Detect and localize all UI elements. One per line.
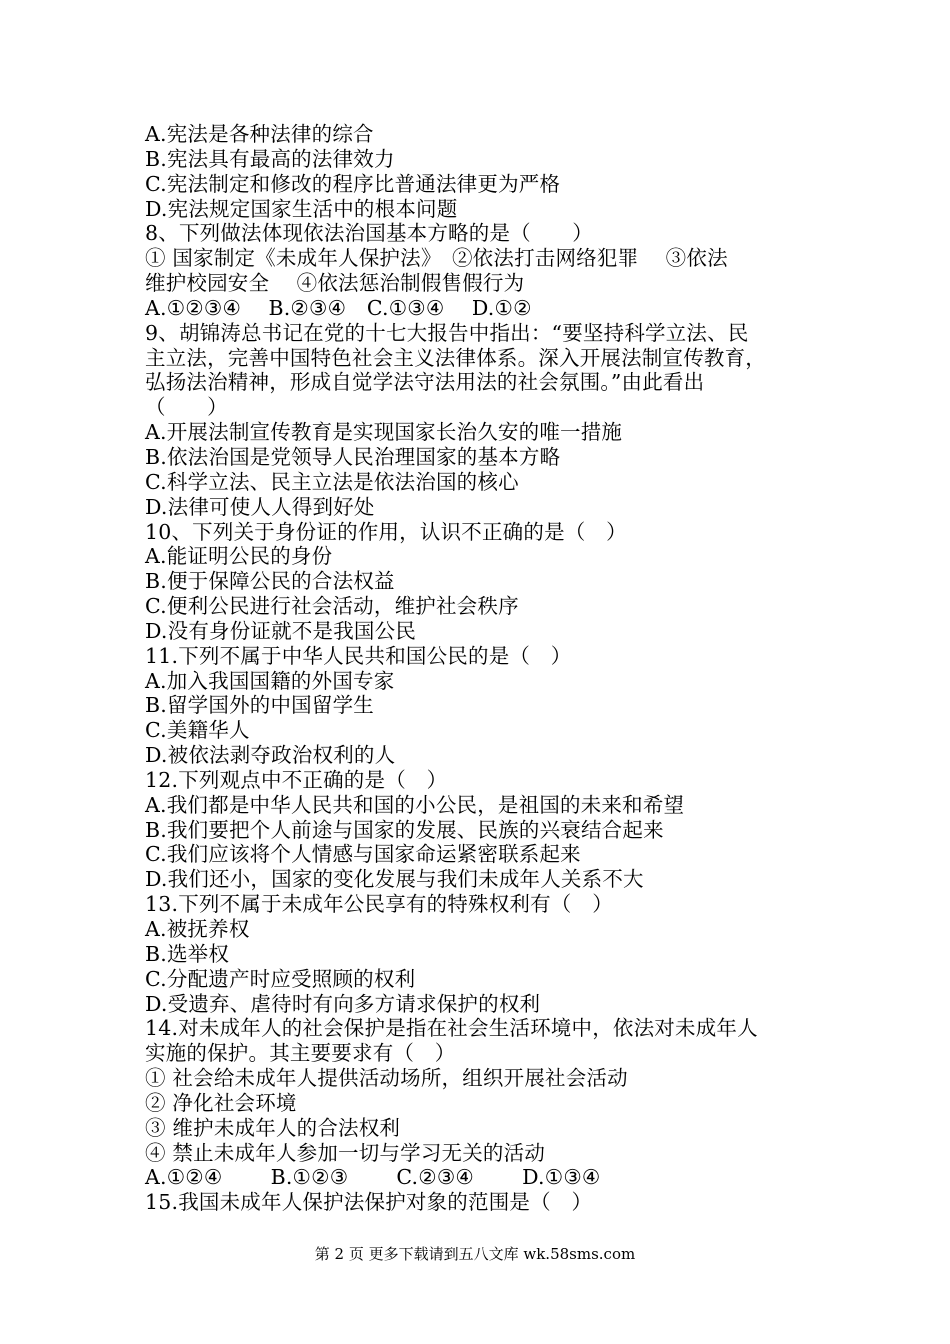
text-line: ① 社会给未成年人提供活动场所，组织开展社会活动 (145, 1066, 628, 1091)
page-footer: 第 2 页 更多下载请到五八文库 wk.58sms.com (314, 1245, 636, 1263)
text-line: 主立法，完善中国特色社会主义法律体系。深入开展法制宣传教育， (145, 345, 766, 370)
text-line: A.加入我国国籍的外国专家 (145, 668, 395, 693)
text-line: 10、下列关于身份证的作用，认识不正确的是（ ） (145, 519, 627, 544)
text-line: ② 净化社会环境 (145, 1090, 297, 1115)
text-line: B.选举权 (145, 941, 230, 966)
text-line: A.能证明公民的身份 (145, 544, 333, 569)
text-line: D.法律可使人人得到好处 (145, 494, 375, 519)
text-line: D.我们还小，国家的变化发展与我们未成年人关系不大 (145, 867, 644, 892)
text-line: C.科学立法、民主立法是依法治国的核心 (145, 469, 519, 494)
text-line: ④ 禁止未成年人参加一切与学习无关的活动 (145, 1140, 546, 1165)
text-line: 9、胡锦涛总书记在党的十七大报告中指出：“要坚持科学立法、民 (145, 320, 749, 345)
text-line: ① 国家制定《未成年人保护法》 ②依法打击网络犯罪 ③依法 (145, 246, 728, 271)
text-line: 13.下列不属于未成年公民享有的特殊权利有（ ） (145, 892, 613, 917)
text-line: A.我们都是中华人民共和国的小公民，是祖国的未来和希望 (145, 792, 685, 817)
text-line: A.宪法是各种法律的综合 (145, 122, 374, 146)
text-line: C.分配遗产时应受照顾的权利 (145, 966, 416, 991)
text-line: 12.下列观点中不正确的是（ ） (145, 767, 448, 792)
text-line: B.宪法具有最高的法律效力 (145, 146, 395, 171)
text-line: B.留学国外的中国留学生 (145, 693, 374, 718)
text-line: 实施的保护。其主要要求有（ ） (145, 1041, 456, 1066)
text-line: D.受遗弃、虐待时有向多方请求保护的权利 (145, 991, 541, 1016)
text-line: C.宪法制定和修改的程序比普通法律更为严格 (145, 171, 561, 196)
text-line: C.便利公民进行社会活动，维护社会秩序 (145, 594, 519, 619)
text-line: D.没有身份证就不是我国公民 (145, 618, 417, 643)
text-line: ③ 维护未成年人的合法权利 (145, 1115, 401, 1140)
text-line: A.开展法制宣传教育是实现国家长治久安的唯一措施 (145, 420, 623, 445)
text-line: D.被依法剥夺政治权利的人 (145, 743, 396, 768)
text-line: A.①②④ B.①②③ C.②③④ D.①③④ (145, 1165, 601, 1190)
text-line: C.我们应该将个人情感与国家命运紧密联系起来 (145, 842, 581, 867)
text-line: 11.下列不属于中华人民共和国公民的是（ ） (145, 643, 572, 668)
text-line: 弘扬法治精神，形成自觉学法守法用法的社会氛围。”由此看出 (145, 370, 705, 395)
text-line: B.便于保障公民的合法权益 (145, 569, 395, 594)
text-line: 8、下列做法体现依法治国基本方略的是（ ） (145, 221, 593, 246)
text-line: （ ） (145, 395, 228, 420)
text-line: 维护校园安全 ④依法惩治制假售假行为 (145, 271, 525, 296)
text-line: A.①②③④ B.②③④ C.①③④ D.①② (145, 295, 532, 320)
text-line: C.美籍华人 (145, 718, 250, 743)
document-body (145, 122, 815, 1215)
text-line: D.宪法规定国家生活中的根本问题 (145, 196, 458, 221)
text-line: B.依法治国是党领导人民治理国家的基本方略 (145, 444, 561, 469)
text-line: A.被抚养权 (145, 917, 250, 941)
text-line: 14.对未成年人的社会保护是指在社会生活环境中，依法对未成年人 (145, 1016, 758, 1041)
text-line: B.我们要把个人前途与国家的发展、民族的兴衰结合起来 (145, 817, 664, 842)
text-line: 15.我国未成年人保护法保护对象的范围是（ ） (145, 1190, 593, 1215)
